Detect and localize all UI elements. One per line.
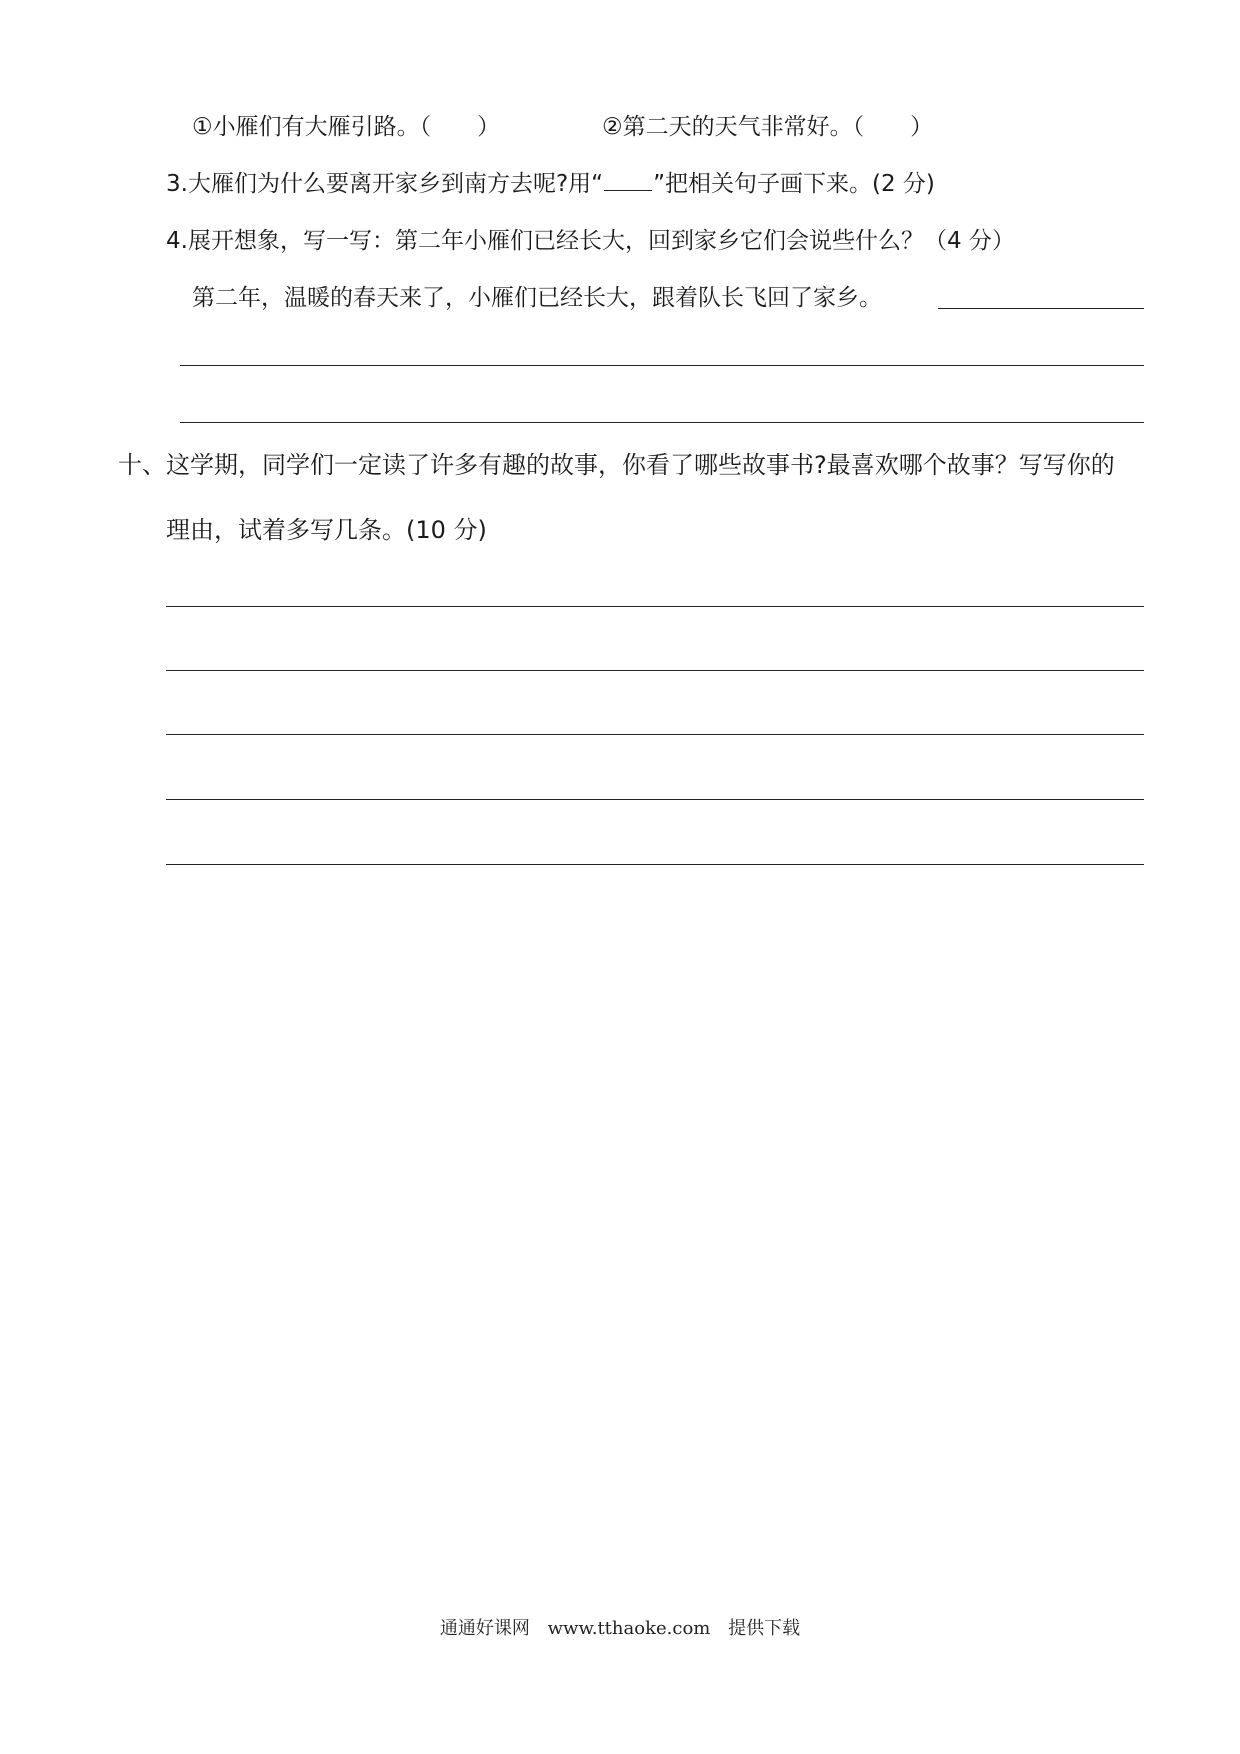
answer-line-q4-inline[interactable] xyxy=(938,308,1144,309)
footer-note: 提供下载 xyxy=(728,1618,801,1639)
footer-site-name: 通通好课网 xyxy=(439,1618,530,1639)
q10-question-line-2: 理由，试着多写几条。(10 分) xyxy=(166,516,487,544)
answer-line-q10-2[interactable] xyxy=(166,670,1144,671)
q9-question-3 xyxy=(166,169,935,199)
answer-line-q4-1[interactable] xyxy=(180,365,1144,366)
answer-line-q10-3[interactable] xyxy=(166,734,1144,735)
answer-line-q10-5[interactable] xyxy=(166,864,1144,865)
q10-question-line-1: 十、这学期，同学们一定读了许多有趣的故事，你看了哪些故事书?最喜欢哪个故事？写写你的 xyxy=(118,451,1115,479)
q9-question-4-prompt: 第二年，温暖的春天来了，小雁们已经长大，跟着队长飞回了家乡。 xyxy=(192,285,882,311)
page-footer xyxy=(0,1614,1240,1640)
q9-item-1: ①小雁们有大雁引路。（ ） xyxy=(192,114,501,140)
footer-url[interactable]: www.tthaoke.com xyxy=(547,1618,711,1639)
q9-question-4: 4.展开想象，写一写：第二年小雁们已经长大，回到家乡它们会说些什么？（4 分） xyxy=(166,228,1015,254)
answer-line-q10-4[interactable] xyxy=(166,799,1144,800)
q9-question-3-text: 3.大雁们为什么要离开家乡到南方去呢?用“ xyxy=(166,171,604,197)
q9-item-2: ②第二天的天气非常好。（ ） xyxy=(602,114,934,140)
answer-line-q4-2[interactable] xyxy=(180,422,1144,423)
q9-question-3-text-end: ”把相关句子画下来。(2 分) xyxy=(653,171,935,197)
underline-sample xyxy=(604,170,652,191)
answer-line-q10-1[interactable] xyxy=(166,606,1144,607)
